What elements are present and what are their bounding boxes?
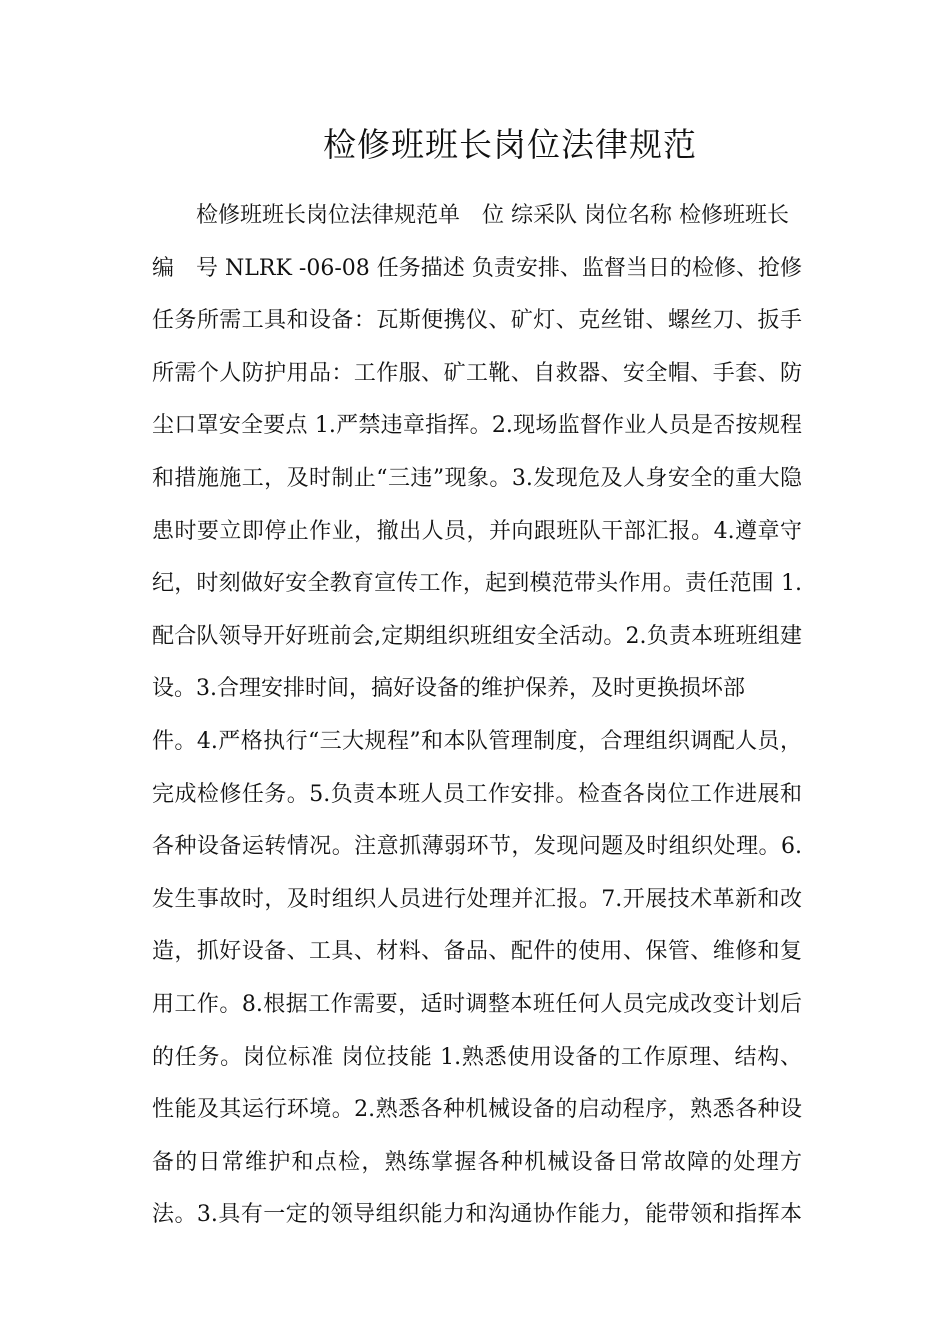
body-line-3: 任务所需工具和设备：瓦斯便携仪、矿灯、克丝钳、螺丝刀、扳手 bbox=[152, 308, 802, 334]
body-line-15: 造，抓好设备、工具、材料、备品、配件的使用、保管、维修和复 bbox=[152, 939, 802, 965]
body-line-6: 和措施施工，及时制止“三违”现象。3.发现危及人身安全的重大隐 bbox=[152, 465, 802, 491]
document-body bbox=[152, 190, 802, 1242]
body-line-17: 的任务。岗位标准 岗位技能 1.熟悉使用设备的工作原理、结构、 bbox=[152, 1044, 802, 1070]
body-line-9: 配合队领导开好班前会,定期组织班组安全活动。2.负责本班班组建 bbox=[152, 623, 802, 649]
document-title: 检修班班长岗位法律规范 bbox=[323, 125, 697, 164]
body-line-13: 各种设备运转情况。注意抓薄弱环节，发现问题及时组织处理。6. bbox=[152, 834, 802, 860]
body-line-20: 法。3.具有一定的领导组织能力和沟通协作能力，能带领和指挥本 bbox=[152, 1202, 802, 1228]
body-line-8: 纪，时刻做好安全教育宣传工作，起到模范带头作用。责任范围 1. bbox=[152, 571, 802, 597]
body-line-19: 备的日常维护和点检，熟练掌握各种机械设备日常故障的处理方 bbox=[152, 1149, 802, 1175]
body-line-11: 件。4.严格执行“三大规程”和本队管理制度，合理组织调配人员， bbox=[152, 728, 802, 754]
body-line-16: 用工作。8.根据工作需要，适时调整本班任何人员完成改变计划后 bbox=[152, 991, 802, 1017]
body-line-2: 编 号 NLRK -06-08 任务描述 负责安排、监督当日的检修、抢修 bbox=[152, 255, 802, 281]
body-line-4: 所需个人防护用品：工作服、矿工靴、自救器、安全帽、手套、防 bbox=[152, 360, 802, 386]
body-line-7: 患时要立即停止作业，撤出人员，并向跟班队干部汇报。4.遵章守 bbox=[152, 518, 802, 544]
body-line-14: 发生事故时，及时组织人员进行处理并汇报。7.开展技术革新和改 bbox=[152, 886, 802, 912]
body-line-10: 设。3.合理安排时间，搞好设备的维护保养，及时更换损坏部 bbox=[152, 676, 745, 702]
body-line-12: 完成检修任务。5.负责本班人员工作安排。检查各岗位工作进展和 bbox=[152, 781, 802, 807]
body-line-18: 性能及其运行环境。2.熟悉各种机械设备的启动程序，熟悉各种设 bbox=[152, 1097, 802, 1123]
body-line-5: 尘口罩安全要点 1.严禁违章指挥。2.现场监督作业人员是否按规程 bbox=[152, 413, 802, 439]
body-line-1: 检修班班长岗位法律规范单 位 综采队 岗位名称 检修班班长 bbox=[196, 203, 789, 228]
